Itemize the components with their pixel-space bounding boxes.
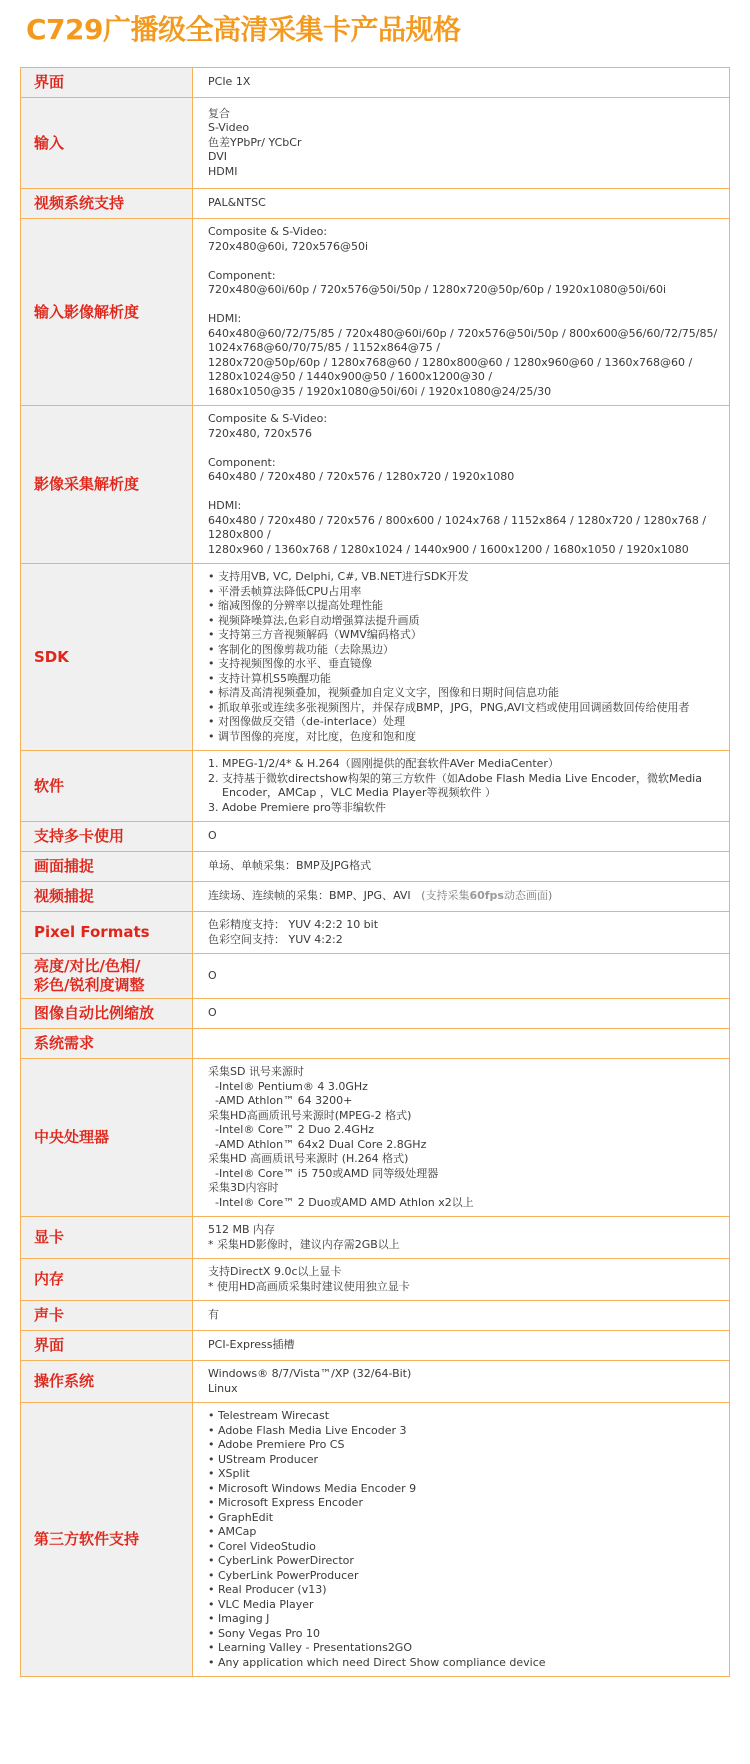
spec-value-line: • Real Producer (v13) — [208, 1583, 327, 1596]
spec-value-line: Component: — [208, 455, 276, 469]
spec-value-line: -Intel® Core™ i5 750或AMD 同等级处理器 — [208, 1166, 439, 1180]
spec-row-frame-capture — [21, 852, 730, 882]
spec-label-sdk — [21, 564, 193, 751]
spec-value-line — [208, 485, 721, 500]
spec-value-line: • 缩减图像的分辨率以提高处理性能 — [208, 599, 383, 612]
spec-value-line — [208, 441, 721, 456]
spec-label-text: 界面 — [34, 73, 65, 91]
fps-note — [411, 889, 553, 902]
spec-value-line: 512 MB 内存 — [208, 1223, 276, 1236]
spec-value-line: HDMI: — [208, 312, 242, 325]
spec-value-line: • 支持计算机S5唤醒功能 — [208, 671, 331, 685]
spec-row-sound-card — [21, 1301, 730, 1331]
spec-value-line: DVI — [208, 150, 228, 164]
spec-label-text: 第三方软件支持 — [34, 1530, 140, 1548]
spec-value-line: • CyberLink PowerDirector — [208, 1554, 354, 1567]
page-title: C729广播级全高清采集卡产品规格 — [26, 13, 461, 46]
spec-value-line: Encoder，AMCap ，VLC Media Player等视频软件 ） — [208, 786, 496, 799]
spec-label-text: 输入 — [34, 133, 65, 152]
spec-row-video-capture — [21, 882, 730, 912]
spec-row-graphics — [21, 1217, 730, 1259]
spec-value-line: Composite & S-Video: — [208, 225, 328, 238]
spec-value-software — [193, 751, 730, 822]
spec-value-line: 连续场、连续帧的采集：BMP、JPG、AVI (支持采集60fps动态画面) — [208, 889, 553, 903]
spec-label-text: 彩色/锐利度调整 — [34, 976, 145, 994]
spec-value-line: • Adobe Premiere Pro CS — [208, 1438, 345, 1451]
spec-value-line: 640x480 / 720x480 / 720x576 / 800x600 / 1024x768 / 1152x864 / 1280x720 / 1280x768 / 1280x800 / — [208, 513, 710, 541]
spec-value-line — [208, 254, 721, 269]
spec-row-system-requirements — [21, 1029, 730, 1059]
spec-value-line: 720x480, 720x576 — [208, 426, 312, 440]
spec-value-line: • 标清及高清视频叠加，视频叠加自定义文字，图像和日期时间信息功能 — [208, 686, 559, 699]
spec-value-line: • Learning Valley - Presentations2GO — [208, 1641, 412, 1654]
spec-value-line: • 视频降噪算法,色彩自动增强算法提升画质 — [208, 613, 420, 627]
spec-label-system-requirements — [21, 1029, 193, 1059]
spec-value-line: 采集3D内容时 — [208, 1181, 279, 1194]
spec-label-software — [21, 751, 193, 822]
spec-value-line: • Sony Vegas Pro 10 — [208, 1626, 321, 1640]
spec-row-video-system — [21, 189, 730, 219]
spec-value-multi-card — [193, 822, 730, 852]
spec-row-memory — [21, 1259, 730, 1301]
spec-label-text: Pixel Formats — [34, 923, 150, 941]
spec-value-line: • Telestream Wirecast — [208, 1409, 330, 1422]
spec-label-multi-card — [21, 822, 193, 852]
spec-value-line: 采集HD高画质讯号来源时(MPEG-2 格式) — [208, 1108, 412, 1122]
spec-value-line: 复合 — [208, 106, 230, 120]
spec-value-line: * 采集HD影像时，建议内存需2GB以上 — [208, 1237, 400, 1251]
spec-row-image-adjust — [21, 954, 730, 999]
spec-value-graphics — [193, 1217, 730, 1259]
spec-value-line: • 对图像做反交错（de-interlace）处理 — [208, 715, 405, 728]
spec-value-line: • Microsoft Express Encoder — [208, 1496, 363, 1509]
spec-value-line: 3. Adobe Premiere pro等非编软件 — [208, 800, 386, 814]
spec-label-video-capture — [21, 882, 193, 912]
spec-row-capture-resolution — [21, 406, 730, 564]
spec-label-input-resolution — [21, 219, 193, 406]
spec-value-capture-resolution — [193, 406, 730, 564]
spec-label-frame-capture — [21, 852, 193, 882]
spec-label-capture-resolution — [21, 406, 193, 564]
spec-row-bus-interface — [21, 1331, 730, 1361]
spec-value-line: 采集SD 讯号来源时 — [208, 1065, 304, 1078]
spec-value-line: PAL&NTSC — [208, 196, 266, 210]
spec-value-line: 采集HD 高画质讯号来源时 (H.264 格式) — [208, 1152, 409, 1165]
spec-value-video-system — [193, 189, 730, 219]
spec-value-line: • 支持视频图像的水平、垂直镜像 — [208, 657, 372, 670]
spec-table — [20, 67, 730, 1677]
spec-label-text: 画面捕捉 — [34, 857, 95, 875]
spec-row-cpu — [21, 1059, 730, 1217]
spec-value-line: • 客制化的图像剪裁功能（去除黑边） — [208, 642, 394, 656]
spec-value-line: • 支持用VB, VC, Delphi, C#, VB.NET进行SDK开发 — [208, 570, 469, 583]
spec-label-text: SDK — [34, 647, 69, 666]
spec-label-text: 图像自动比例缩放 — [34, 1004, 155, 1022]
spec-row-pixel-formats — [21, 912, 730, 954]
spec-row-sdk — [21, 564, 730, 751]
spec-value-line: • 抓取单张或连续多张视频图片，并保存成BMP，JPG，PNG,AVI文档或使用回调函数回传给使用者 — [208, 700, 690, 714]
spec-value-line: -Intel® Pentium® 4 3.0GHz — [208, 1079, 368, 1093]
spec-value-line: -Intel® Core™ 2 Duo或AMD AMD Athlon x2以上 — [208, 1195, 474, 1209]
spec-value-line: • Adobe Flash Media Live Encoder 3 — [208, 1423, 407, 1437]
spec-value-image-adjust — [193, 954, 730, 999]
spec-value-line: • AMCap — [208, 1525, 257, 1538]
spec-label-auto-scaling — [21, 999, 193, 1029]
spec-label-input — [21, 98, 193, 189]
spec-value-line: 1680x1050@35 / 1920x1080@50i/60i / 1920x1080@24/25/30 — [208, 384, 552, 398]
spec-value-line — [208, 298, 721, 313]
spec-label-text: 软件 — [34, 776, 65, 795]
spec-value-interface — [193, 68, 730, 98]
spec-value-line: -AMD Athlon™ 64 3200+ — [208, 1094, 353, 1107]
spec-value-line: • CyberLink PowerProducer — [208, 1568, 359, 1582]
spec-value-line: -Intel® Core™ 2 Duo 2.4GHz — [208, 1123, 375, 1136]
spec-value-line: PCI-Express插槽 — [208, 1338, 295, 1352]
spec-row-os — [21, 1361, 730, 1403]
spec-value-line: Windows® 8/7/Vista™/XP (32/64-Bit) — [208, 1367, 412, 1380]
spec-label-image-adjust — [21, 954, 193, 999]
spec-label-video-system — [21, 189, 193, 219]
fps-note-post: 动态画面) — [503, 889, 553, 903]
spec-label-cpu — [21, 1059, 193, 1217]
spec-value-input — [193, 98, 730, 189]
spec-value-line: * 使用HD高画质采集时建议使用独立显卡 — [208, 1279, 410, 1293]
spec-label-text: 系统需求 — [34, 1034, 95, 1052]
spec-value-line: O — [208, 829, 217, 843]
spec-label-text: 影像采集解析度 — [34, 475, 140, 493]
spec-value-line: 色彩空间支持： YUV 4:2:2 — [208, 932, 343, 946]
spec-row-input-resolution — [21, 219, 730, 406]
spec-value-line: • Corel VideoStudio — [208, 1539, 316, 1553]
spec-value-line: O — [208, 968, 217, 982]
spec-label-text: 亮度/对比/色相/ — [34, 957, 141, 975]
spec-label-text: 中央处理器 — [34, 1128, 110, 1146]
spec-label-third-party — [21, 1403, 193, 1677]
spec-value-line: Composite & S-Video: — [208, 412, 328, 425]
spec-value-line: • GraphEdit — [208, 1510, 274, 1524]
spec-label-text: 内存 — [34, 1270, 65, 1288]
spec-value-line: 色差YPbPr/ YCbCr — [208, 135, 302, 149]
spec-label-graphics — [21, 1217, 193, 1259]
spec-value-line: 1280x1024@50 / 1440x900@50 / 1600x1200@30 / — [208, 370, 493, 383]
spec-label-interface — [21, 68, 193, 98]
spec-value-third-party — [193, 1403, 730, 1677]
spec-value-pixel-formats — [193, 912, 730, 954]
spec-value-line: 720x480@60i, 720x576@50i — [208, 239, 369, 253]
spec-value-line: 1024x768@60/70/75/85 / 1152x864@75 / — [208, 341, 441, 354]
spec-label-os — [21, 1361, 193, 1403]
fps-note-bold: 60fps — [469, 889, 504, 903]
spec-value-line: • 平滑丢帧算法降低CPU占用率 — [208, 584, 362, 598]
spec-value-os — [193, 1361, 730, 1403]
spec-value-line: 支持DirectX 9.0c以上显卡 — [208, 1265, 342, 1278]
spec-value-line: HDMI: — [208, 499, 242, 512]
spec-value-line: • Any application which need Direct Show compliance device — [208, 1655, 546, 1669]
spec-value-line: 720x480@60i/60p / 720x576@50i/50p / 1280x720@50p/60p / 1920x1080@50i/60i — [208, 283, 667, 296]
spec-value-line: 640x480 / 720x480 / 720x576 / 1280x720 / 1920x1080 — [208, 470, 515, 483]
spec-value-memory — [193, 1259, 730, 1301]
spec-label-text: 声卡 — [34, 1306, 65, 1324]
spec-value-frame-capture — [193, 852, 730, 882]
spec-label-pixel-formats — [21, 912, 193, 954]
spec-row-third-party — [21, 1403, 730, 1677]
spec-label-sound-card — [21, 1301, 193, 1331]
spec-label-memory — [21, 1259, 193, 1301]
spec-value-line: • 调节图像的亮度，对比度，色度和饱和度 — [208, 729, 416, 743]
spec-label-text: 操作系统 — [34, 1372, 95, 1390]
spec-value-line: • UStream Producer — [208, 1452, 319, 1466]
spec-row-auto-scaling — [21, 999, 730, 1029]
spec-value-line: Linux — [208, 1381, 238, 1395]
spec-label-text: 输入影像解析度 — [34, 302, 140, 321]
spec-value-line: 1. MPEG-1/2/4* & H.264（圆刚提供的配套软件AVer MediaCenter） — [208, 757, 559, 770]
spec-value-line: 1280x960 / 1360x768 / 1280x1024 / 1440x900 / 1600x1200 / 1680x1050 / 1920x1080 — [208, 542, 689, 556]
spec-row-interface — [21, 68, 730, 98]
spec-label-text: 界面 — [34, 1336, 65, 1354]
spec-row-input — [21, 98, 730, 189]
spec-row-software — [21, 751, 730, 822]
spec-value-line: 色彩精度支持： YUV 4:2:2 10 bit — [208, 918, 379, 931]
spec-value-video-capture — [193, 882, 730, 912]
spec-value-line: • VLC Media Player — [208, 1597, 314, 1611]
spec-value-system-requirements — [193, 1029, 730, 1059]
spec-value-line: 有 — [208, 1308, 219, 1322]
spec-value-line: 2. 支持基于微软directshow构架的第三方软件（如Adobe Flash Media Live Encoder，微软Media — [208, 771, 702, 785]
spec-value-line: Component: — [208, 268, 276, 282]
spec-label-text: 视频系统支持 — [34, 194, 125, 212]
spec-value-line: 单场、单帧采集：BMP及JPG格式 — [208, 859, 372, 873]
spec-value-line: • Microsoft Windows Media Encoder 9 — [208, 1481, 417, 1495]
spec-value-line: • Imaging J — [208, 1612, 270, 1625]
spec-label-text: 显卡 — [34, 1228, 65, 1246]
spec-value-input-resolution — [193, 219, 730, 406]
spec-value-cpu — [193, 1059, 730, 1217]
spec-value-sound-card — [193, 1301, 730, 1331]
spec-label-text: 支持多卡使用 — [34, 827, 125, 845]
spec-value-line: O — [208, 1006, 217, 1020]
spec-value-line: HDMI — [208, 164, 238, 178]
spec-value-bus-interface — [193, 1331, 730, 1361]
spec-row-multi-card — [21, 822, 730, 852]
spec-value-sdk — [193, 564, 730, 751]
spec-value-line: -AMD Athlon™ 64x2 Dual Core 2.8GHz — [208, 1137, 427, 1151]
fps-note-pre: (支持采集 — [410, 889, 470, 903]
spec-value-auto-scaling — [193, 999, 730, 1029]
spec-value-line: • XSplit — [208, 1467, 250, 1480]
spec-label-bus-interface — [21, 1331, 193, 1361]
spec-value-line: S-Video — [208, 121, 250, 135]
spec-value-line: • 支持第三方音视频解码（WMV编码格式） — [208, 628, 422, 641]
spec-value-line — [208, 1036, 721, 1051]
spec-value-line: 640x480@60/72/75/85 / 720x480@60i/60p / 720x576@50i/50p / 800x600@56/60/72/75/85/ — [208, 326, 718, 340]
spec-label-text: 视频捕捉 — [34, 887, 95, 905]
spec-value-line: PCIe 1X — [208, 75, 251, 89]
spec-value-line: 1280x720@50p/60p / 1280x768@60 / 1280x800@60 / 1280x960@60 / 1360x768@60 / — [208, 355, 693, 369]
